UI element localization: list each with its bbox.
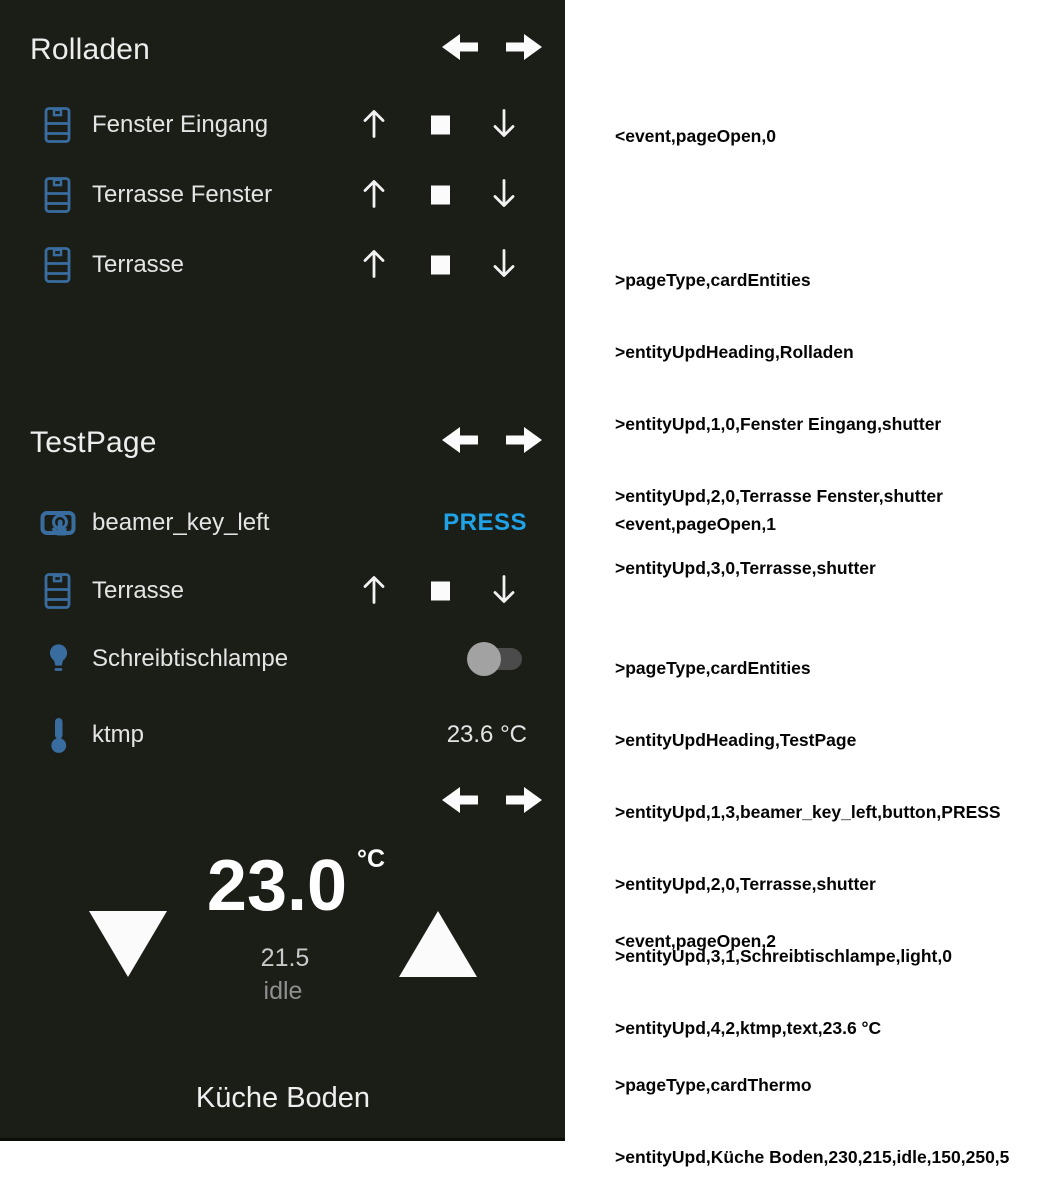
log-line: >entityUpd,1,3,beamer_key_left,button,PRESS bbox=[615, 802, 1001, 822]
stop-icon bbox=[431, 256, 450, 275]
entity-row bbox=[0, 637, 565, 681]
entity-row bbox=[0, 713, 565, 757]
entity-label: Fenster Eingang bbox=[92, 111, 269, 138]
nav-next-button[interactable] bbox=[505, 426, 543, 456]
window-shutter-icon bbox=[44, 573, 71, 610]
log-line bbox=[615, 584, 1001, 608]
card-testpage bbox=[0, 410, 565, 770]
entity-row bbox=[0, 173, 565, 217]
log-line: >entityUpdHeading,TestPage bbox=[615, 730, 857, 750]
arrow-up-icon bbox=[360, 248, 388, 283]
entity-label: ktmp bbox=[92, 721, 145, 748]
shutter-down-button[interactable] bbox=[485, 248, 523, 283]
arrow-right-icon bbox=[505, 425, 543, 458]
arrow-down-icon bbox=[490, 574, 518, 609]
shutter-down-button[interactable] bbox=[485, 574, 523, 609]
log-line: <event,pageOpen,0 bbox=[615, 126, 776, 146]
log-line: >pageType,cardEntities bbox=[615, 270, 811, 290]
log-line: >entityUpd,1,0,Fenster Eingang,shutter bbox=[615, 414, 942, 434]
arrow-up-icon bbox=[360, 574, 388, 609]
nav-prev-button[interactable] bbox=[441, 33, 479, 63]
shutter-down-button[interactable] bbox=[485, 108, 523, 143]
current-temperature: 23.0 bbox=[206, 846, 348, 926]
gesture-tap-button-icon bbox=[40, 505, 76, 541]
log-block-page2 bbox=[615, 881, 1009, 1193]
entity-label: Terrasse bbox=[92, 251, 185, 278]
arrow-down-icon bbox=[490, 248, 518, 283]
thermometer-icon bbox=[48, 716, 69, 754]
arrow-down-icon bbox=[490, 178, 518, 213]
arrow-up-icon bbox=[360, 178, 388, 213]
stop-icon bbox=[431, 116, 450, 135]
stop-icon bbox=[431, 186, 450, 205]
shutter-up-button[interactable] bbox=[355, 178, 393, 213]
entity-row bbox=[0, 243, 565, 287]
temperature-unit: °C bbox=[357, 845, 386, 873]
nav-next-button[interactable] bbox=[505, 33, 543, 63]
thermostat-state: idle bbox=[263, 977, 303, 1005]
log-line: <event,pageOpen,2 bbox=[615, 931, 776, 951]
window-shutter-icon bbox=[44, 247, 71, 284]
log-line: >entityUpd,4,2,ktmp,text,23.6 °C bbox=[615, 1018, 882, 1038]
arrow-right-icon bbox=[505, 785, 543, 818]
arrow-left-icon bbox=[441, 32, 479, 65]
card-thermostat bbox=[0, 770, 565, 1141]
shutter-stop-button[interactable] bbox=[428, 116, 452, 135]
log-line: >pageType,cardEntities bbox=[615, 658, 811, 678]
arrow-left-icon bbox=[441, 785, 479, 818]
triangle-down-icon bbox=[88, 910, 168, 981]
window-shutter-icon bbox=[44, 177, 71, 214]
entity-row bbox=[0, 501, 565, 545]
entity-label: Terrasse Fenster bbox=[92, 181, 273, 208]
card-rolladen bbox=[0, 0, 565, 410]
log-line: >entityUpd,2,0,Terrasse,shutter bbox=[615, 874, 876, 894]
entity-label: Terrasse bbox=[92, 577, 185, 604]
log-line bbox=[615, 196, 943, 220]
log-line: >entityUpd,3,1,Schreibtischlampe,light,0 bbox=[615, 946, 952, 966]
log-line bbox=[615, 1001, 1009, 1025]
shutter-up-button[interactable] bbox=[355, 108, 393, 143]
log-line: >entityUpdHeading,Rolladen bbox=[615, 342, 854, 362]
shutter-stop-button[interactable] bbox=[428, 186, 452, 205]
stop-icon bbox=[431, 582, 450, 601]
page-title: Rolladen bbox=[30, 33, 151, 66]
shutter-up-button[interactable] bbox=[355, 248, 393, 283]
log-line: >entityUpd,Küche Boden,230,215,idle,150,250,5 bbox=[615, 1147, 1010, 1167]
arrow-up-icon bbox=[360, 108, 388, 143]
triangle-up-icon bbox=[398, 910, 478, 981]
sensor-value: 23.6 °C bbox=[446, 721, 527, 748]
lightbulb-icon bbox=[46, 643, 71, 676]
entity-label: Schreibtischlampe bbox=[92, 645, 289, 672]
shutter-stop-button[interactable] bbox=[428, 256, 452, 275]
nav-prev-button[interactable] bbox=[441, 426, 479, 456]
thermostat-title: Küche Boden bbox=[195, 1082, 371, 1114]
page-title: TestPage bbox=[30, 426, 157, 459]
arrow-down-icon bbox=[490, 108, 518, 143]
nav-next-button[interactable] bbox=[505, 786, 543, 816]
temp-up-button[interactable] bbox=[398, 910, 478, 981]
shutter-up-button[interactable] bbox=[355, 574, 393, 609]
arrow-left-icon bbox=[441, 425, 479, 458]
shutter-down-button[interactable] bbox=[485, 178, 523, 213]
entity-label: beamer_key_left bbox=[92, 509, 270, 536]
press-button[interactable]: PRESS bbox=[443, 509, 527, 536]
nav-prev-button[interactable] bbox=[441, 786, 479, 816]
shutter-stop-button[interactable] bbox=[428, 582, 452, 601]
log-line: >entityUpd,3,0,Terrasse,shutter bbox=[615, 558, 876, 578]
window-shutter-icon bbox=[44, 107, 71, 144]
setpoint-temperature: 21.5 bbox=[260, 944, 310, 972]
light-toggle-switch[interactable] bbox=[468, 648, 522, 670]
temp-down-button[interactable] bbox=[88, 910, 168, 981]
toggle-knob bbox=[467, 642, 501, 676]
entity-row bbox=[0, 103, 565, 147]
log-line: >entityUpd,2,0,Terrasse Fenster,shutter bbox=[615, 486, 943, 506]
entity-row bbox=[0, 569, 565, 613]
arrow-right-icon bbox=[505, 32, 543, 65]
log-line: >pageType,cardThermo bbox=[615, 1075, 812, 1095]
log-line: <event,pageOpen,1 bbox=[615, 514, 776, 534]
